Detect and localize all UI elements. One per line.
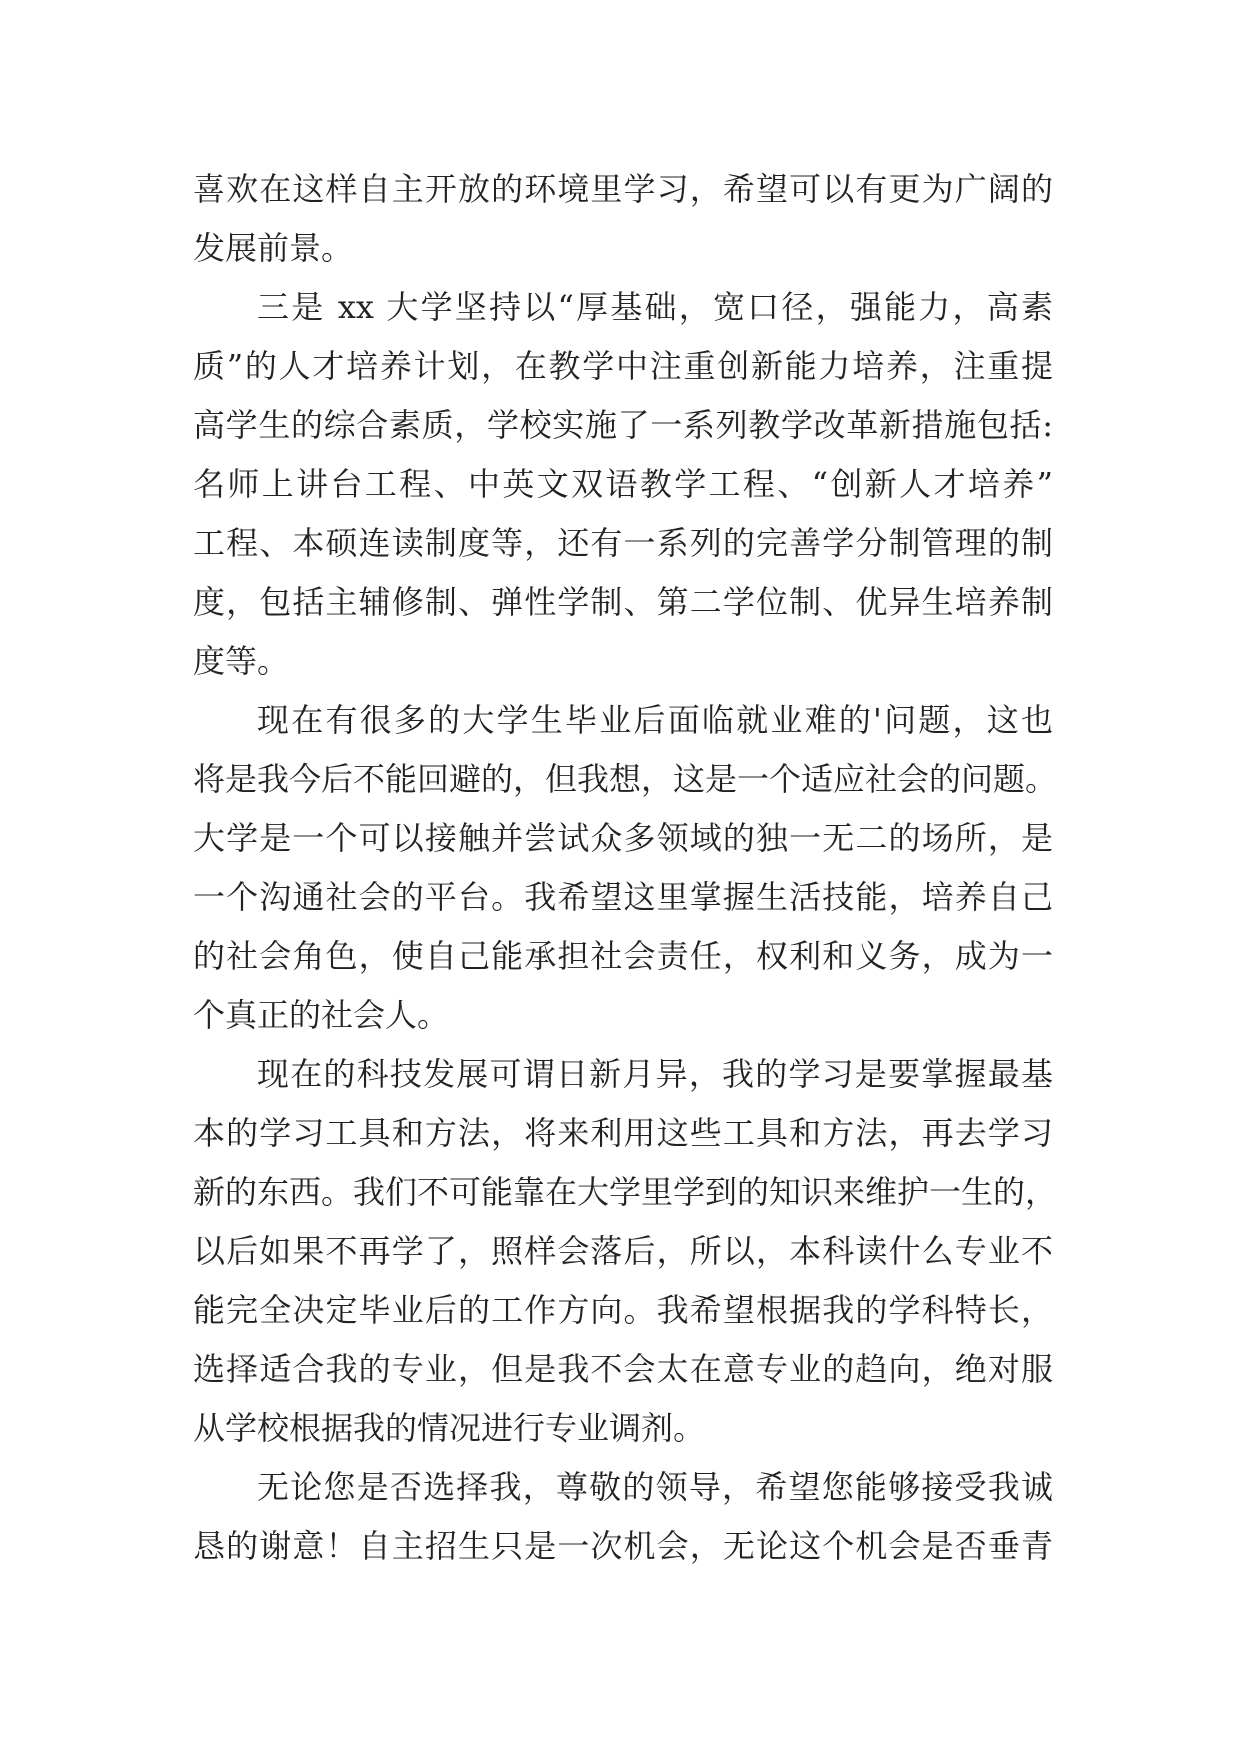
text-line: 恳的谢意！自主招生只是一次机会，无论这个机会是否垂青 bbox=[193, 1527, 1053, 1565]
text-line: 本的学习工具和方法，将来利用这些工具和方法，再去学习 bbox=[193, 1114, 1053, 1152]
text-line: 现在的科技发展可谓日新月异，我的学习是要掌握最基 bbox=[257, 1055, 1053, 1093]
text-line: 从学校根据我的情况进行专业调剂。 bbox=[193, 1409, 706, 1447]
text-line: 大学是一个可以接触并尝试众多领域的独一无二的场所，是 bbox=[193, 819, 1053, 857]
text-line: 高学生的综合素质，学校实施了一系列教学改革新措施包括: bbox=[193, 406, 1053, 444]
text-line: 喜欢在这样自主开放的环境里学习，希望可以有更为广阔的 bbox=[193, 170, 1053, 208]
text-line: 将是我今后不能回避的，但我想，这是一个适应社会的问题。 bbox=[193, 760, 1058, 798]
text-line: 的社会角色，使自己能承担社会责任，权利和义务，成为一 bbox=[193, 937, 1053, 975]
text-line: 一个沟通社会的平台。我希望这里掌握生活技能，培养自己 bbox=[193, 878, 1053, 916]
text-line: 度，包括主辅修制、弹性学制、第二学位制、优异生培养制 bbox=[193, 583, 1053, 621]
paragraph-4 bbox=[193, 1045, 1058, 1458]
text-line: 名师上讲台工程、中英文双语教学工程、“创新人才培养” bbox=[193, 465, 1053, 503]
text-line: 能完全决定毕业后的工作方向。我希望根据我的学科特长， bbox=[193, 1291, 1053, 1329]
text-line: 发展前景。 bbox=[193, 229, 354, 267]
paragraph-5 bbox=[193, 1458, 1053, 1576]
text-line: 选择适合我的专业，但是我不会太在意专业的趋向，绝对服 bbox=[193, 1350, 1053, 1388]
paragraph-2 bbox=[193, 278, 1053, 691]
paragraph-3 bbox=[193, 691, 1058, 1045]
text-line: 三是 xx 大学坚持以“厚基础，宽口径，强能力，高素 bbox=[257, 288, 1053, 326]
paragraph-1 bbox=[193, 160, 1053, 278]
text-line: 无论您是否选择我，尊敬的领导，希望您能够接受我诚 bbox=[257, 1468, 1053, 1506]
text-line: 度等。 bbox=[193, 642, 290, 680]
text-line: 新的东西。我们不可能靠在大学里学到的知识来维护一生的， bbox=[193, 1173, 1058, 1211]
text-line: 质”的人才培养计划，在教学中注重创新能力培养，注重提 bbox=[193, 347, 1053, 385]
text-line: 个真正的社会人。 bbox=[193, 996, 450, 1034]
text-line: 现在有很多的大学生毕业后面临就业难的'问题，这也 bbox=[257, 701, 1053, 739]
document-body bbox=[193, 160, 1058, 1576]
text-line: 工程、本硕连读制度等，还有一系列的完善学分制管理的制 bbox=[193, 524, 1053, 562]
text-line: 以后如果不再学了，照样会落后，所以，本科读什么专业不 bbox=[193, 1232, 1053, 1270]
